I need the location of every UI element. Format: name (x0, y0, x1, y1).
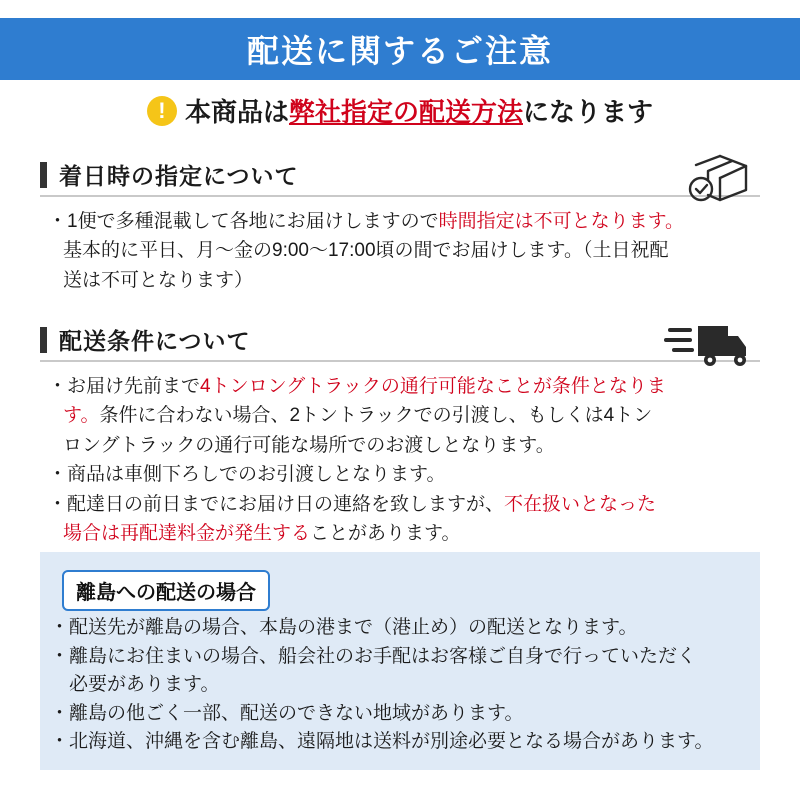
notice-line (48, 460, 760, 489)
line-text: 送は不可となります） (63, 269, 254, 291)
line-text: ことがあります。 (310, 523, 461, 545)
notice-line (50, 700, 750, 729)
notice-line (48, 490, 760, 519)
section-title: 配送条件について (59, 328, 251, 354)
notice-line (50, 643, 750, 672)
line-text: ・離島の他ごく一部、配送のできない地域があります。 (50, 702, 524, 724)
line-text: 必要があります。 (50, 674, 220, 695)
line-text-emphasis: 時間指定は不可となります。 (438, 211, 685, 232)
notice-line (48, 266, 760, 295)
line-text-emphasis: 場合は再配達料金が発生する (63, 523, 311, 545)
notice-line (48, 519, 760, 548)
page-banner (0, 18, 800, 80)
line-text: ・離島にお住まいの場合、船会社のお手配はお客様ご自身で行っていただく (50, 645, 697, 667)
lead-emphasis: 弊社指定の配送方法 (288, 97, 523, 127)
lead-before: 本商品は (184, 97, 289, 127)
exclamation-icon: ! (147, 96, 177, 126)
lead-statement (0, 92, 800, 129)
line-text: 基本的に平日、月〜金の9:00〜17:00頃の間でお届けします。（土日祝配 (63, 240, 669, 262)
line-text: ・配送先が離島の場合、本島の港まで（港止め）の配送となります。 (50, 617, 638, 638)
heading-bar (40, 327, 47, 353)
line-text-emphasis: 4トンロングトラックの通行可能なことが条件となりま (200, 376, 666, 397)
remote-island-tag: 離島への配送の場合 (62, 570, 270, 611)
line-text: 条件に合わない場合、2トントラックでの引渡し、もしくは4トン (99, 405, 653, 427)
notice-line (48, 372, 760, 401)
notice-line (48, 207, 760, 236)
lead-after: になります (523, 97, 654, 127)
heading-bar (40, 162, 47, 188)
section-body-delivery-date (48, 207, 760, 295)
line-text: ・お届け先前まで (48, 376, 201, 397)
lead-text (185, 92, 653, 129)
section-heading-delivery-conditions (40, 323, 760, 356)
section-title: 着日時の指定について (59, 163, 299, 189)
notice-line (48, 236, 760, 265)
remote-island-section (40, 552, 760, 770)
section-divider-2 (40, 360, 760, 362)
notice-line (48, 401, 760, 430)
remote-island-body (50, 614, 750, 757)
notice-line (48, 431, 760, 460)
line-text: ・1便で多種混載して各地にお届けしますので (48, 211, 439, 232)
notice-line (50, 671, 750, 700)
line-text-emphasis: す。 (63, 405, 100, 427)
section-body-delivery-conditions (48, 372, 760, 549)
section-heading-delivery-date (40, 158, 760, 191)
line-text-emphasis: 不在扱いとなった (504, 493, 657, 515)
line-text: ・配達日の前日までにお届け日の連絡を致しますが、 (48, 493, 505, 515)
delivery-truck-icon (664, 318, 760, 368)
package-check-icon (686, 150, 752, 206)
line-text: ・北海道、沖縄を含む離島、遠隔地は送料が別途必要となる場合があります。 (50, 731, 714, 752)
notice-line (50, 728, 750, 757)
page-title: 配送に関するご注意 (246, 33, 553, 69)
line-text: ・商品は車側下ろしでのお引渡しとなります。 (48, 464, 446, 486)
line-text: ロングトラックの通行可能な場所でのお渡しとなります。 (63, 434, 555, 456)
section-divider-1 (40, 195, 760, 197)
notice-line (50, 614, 750, 643)
